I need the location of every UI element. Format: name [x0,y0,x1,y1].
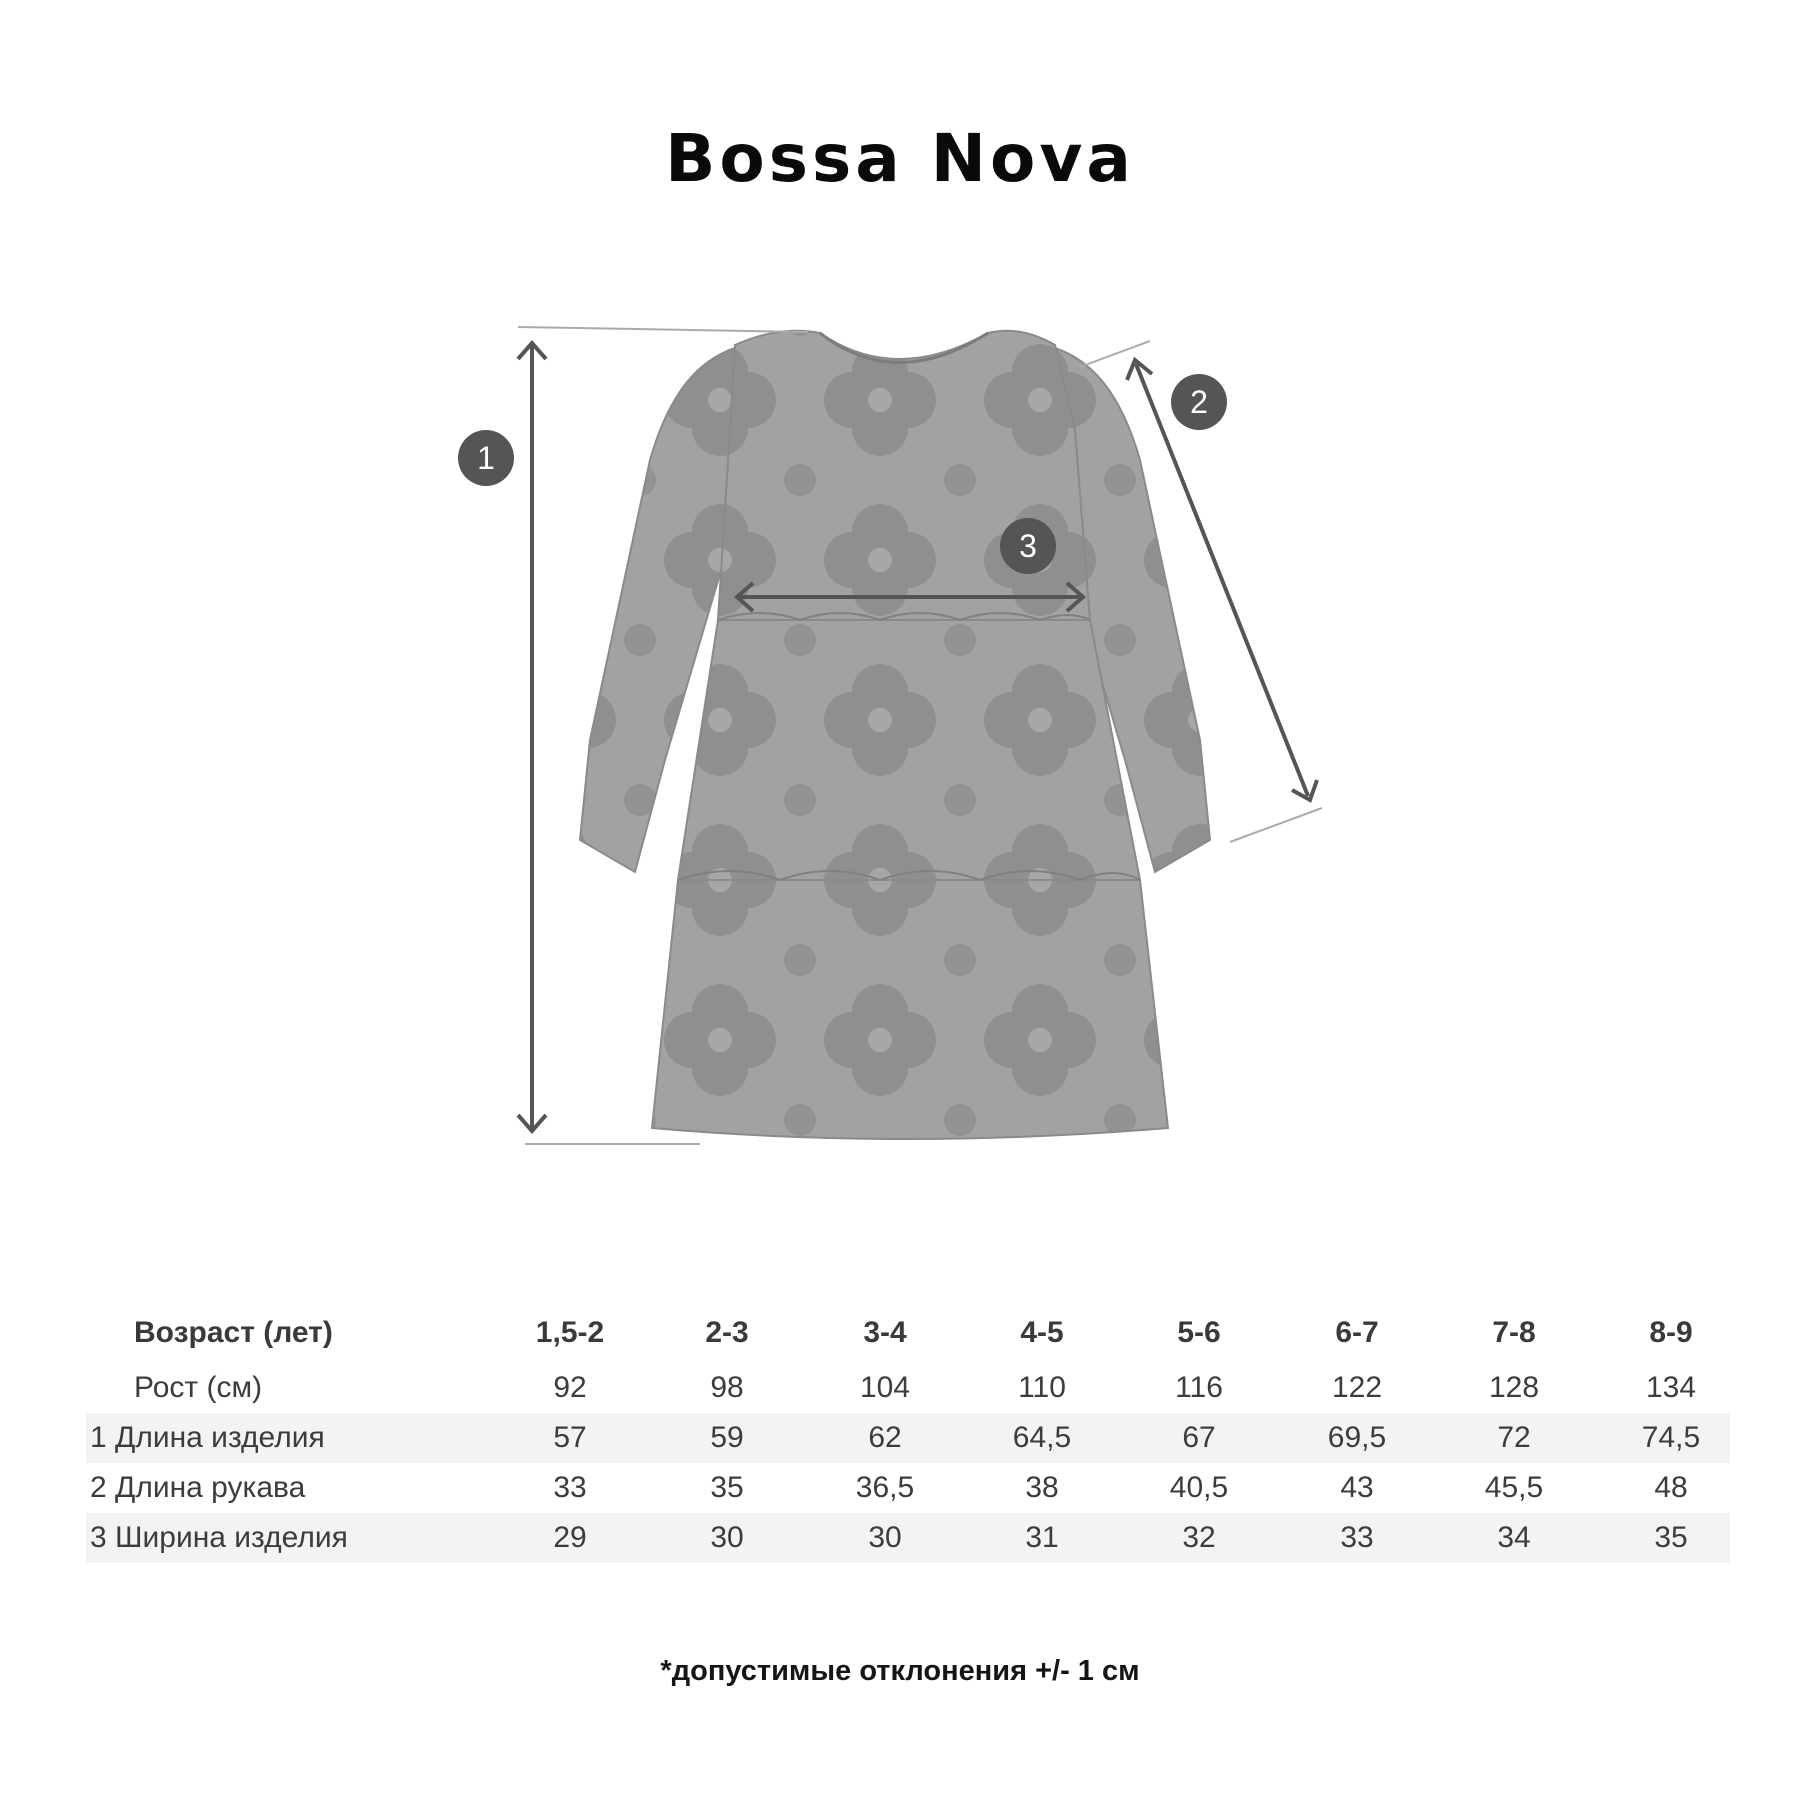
table-row-height [86,1363,1730,1413]
table-cell: 35 [1654,1521,1688,1554]
table-cell: 69,5 [1327,1421,1387,1454]
table-cell: 72 [1497,1421,1531,1454]
table-cell: 40,5 [1169,1471,1229,1504]
table-cell: 59 [710,1421,744,1454]
table-cell: 110 [1018,1371,1066,1404]
table-cell: 33 [1340,1521,1374,1554]
table-cell: 128 [1488,1371,1540,1404]
table-cell: 104 [859,1371,911,1404]
table-cell: 34 [1497,1521,1531,1554]
table-cell: 36,5 [855,1471,915,1504]
table-cell: 57 [553,1421,587,1454]
extension-line-cuff [1230,808,1322,842]
dress-bottom-tier [652,880,1168,1139]
table-cell: 45,5 [1484,1471,1544,1504]
header-label: Возраст (лет) [134,1316,333,1349]
extension-line-top [518,327,808,332]
table-row-width [86,1513,1730,1563]
size-column-header: 6-7 [1335,1316,1379,1349]
size-column-header: 8-9 [1649,1316,1693,1349]
table-cell: 74,5 [1641,1421,1701,1454]
table-cell: 116 [1175,1371,1223,1404]
row-label: 2 Длина рукава [90,1471,306,1504]
dress-bodice [718,331,1090,620]
table-row-length [86,1413,1730,1463]
size-column-header: 4-5 [1020,1316,1064,1349]
marker-3-label: 3 [1019,528,1037,564]
table-cell: 33 [553,1471,587,1504]
table-row-sleeve [86,1463,1730,1513]
row-label: 1 Длина изделия [90,1421,325,1454]
size-column-header: 5-6 [1177,1316,1221,1349]
table-cell: 134 [1645,1371,1697,1404]
table-cell: 29 [553,1521,587,1554]
table-cell: 62 [868,1421,902,1454]
table-cell: 35 [710,1471,744,1504]
size-column-header: 7-8 [1492,1316,1536,1349]
row-label: Рост (см) [134,1371,263,1404]
table-header-row [86,1303,1730,1363]
dress-image [580,331,1210,1139]
table-cell: 30 [710,1521,744,1554]
size-column-header: 3-4 [863,1316,907,1349]
table-cell: 64,5 [1012,1421,1072,1454]
size-table [86,1303,1730,1563]
brand-logo: Bossa Nova [665,120,1135,197]
tolerance-note: *допустимые отклонения +/- 1 см [660,1655,1140,1687]
table-cell: 92 [553,1371,587,1404]
row-label: 3 Ширина изделия [90,1521,348,1554]
table-cell: 31 [1025,1521,1059,1554]
marker-2-label: 2 [1190,384,1208,420]
table-cell: 43 [1340,1471,1374,1504]
table-cell: 98 [710,1371,744,1404]
size-column-header: 2-3 [705,1316,749,1349]
table-cell: 67 [1182,1421,1216,1454]
table-cell: 30 [868,1521,902,1554]
size-column-header: 1,5-2 [535,1316,605,1349]
dress-middle-tier [678,620,1140,880]
table-cell: 38 [1025,1471,1059,1504]
table-cell: 48 [1654,1471,1688,1504]
table-cell: 122 [1331,1371,1383,1404]
marker-1-label: 1 [477,440,495,476]
table-cell: 32 [1182,1521,1216,1554]
